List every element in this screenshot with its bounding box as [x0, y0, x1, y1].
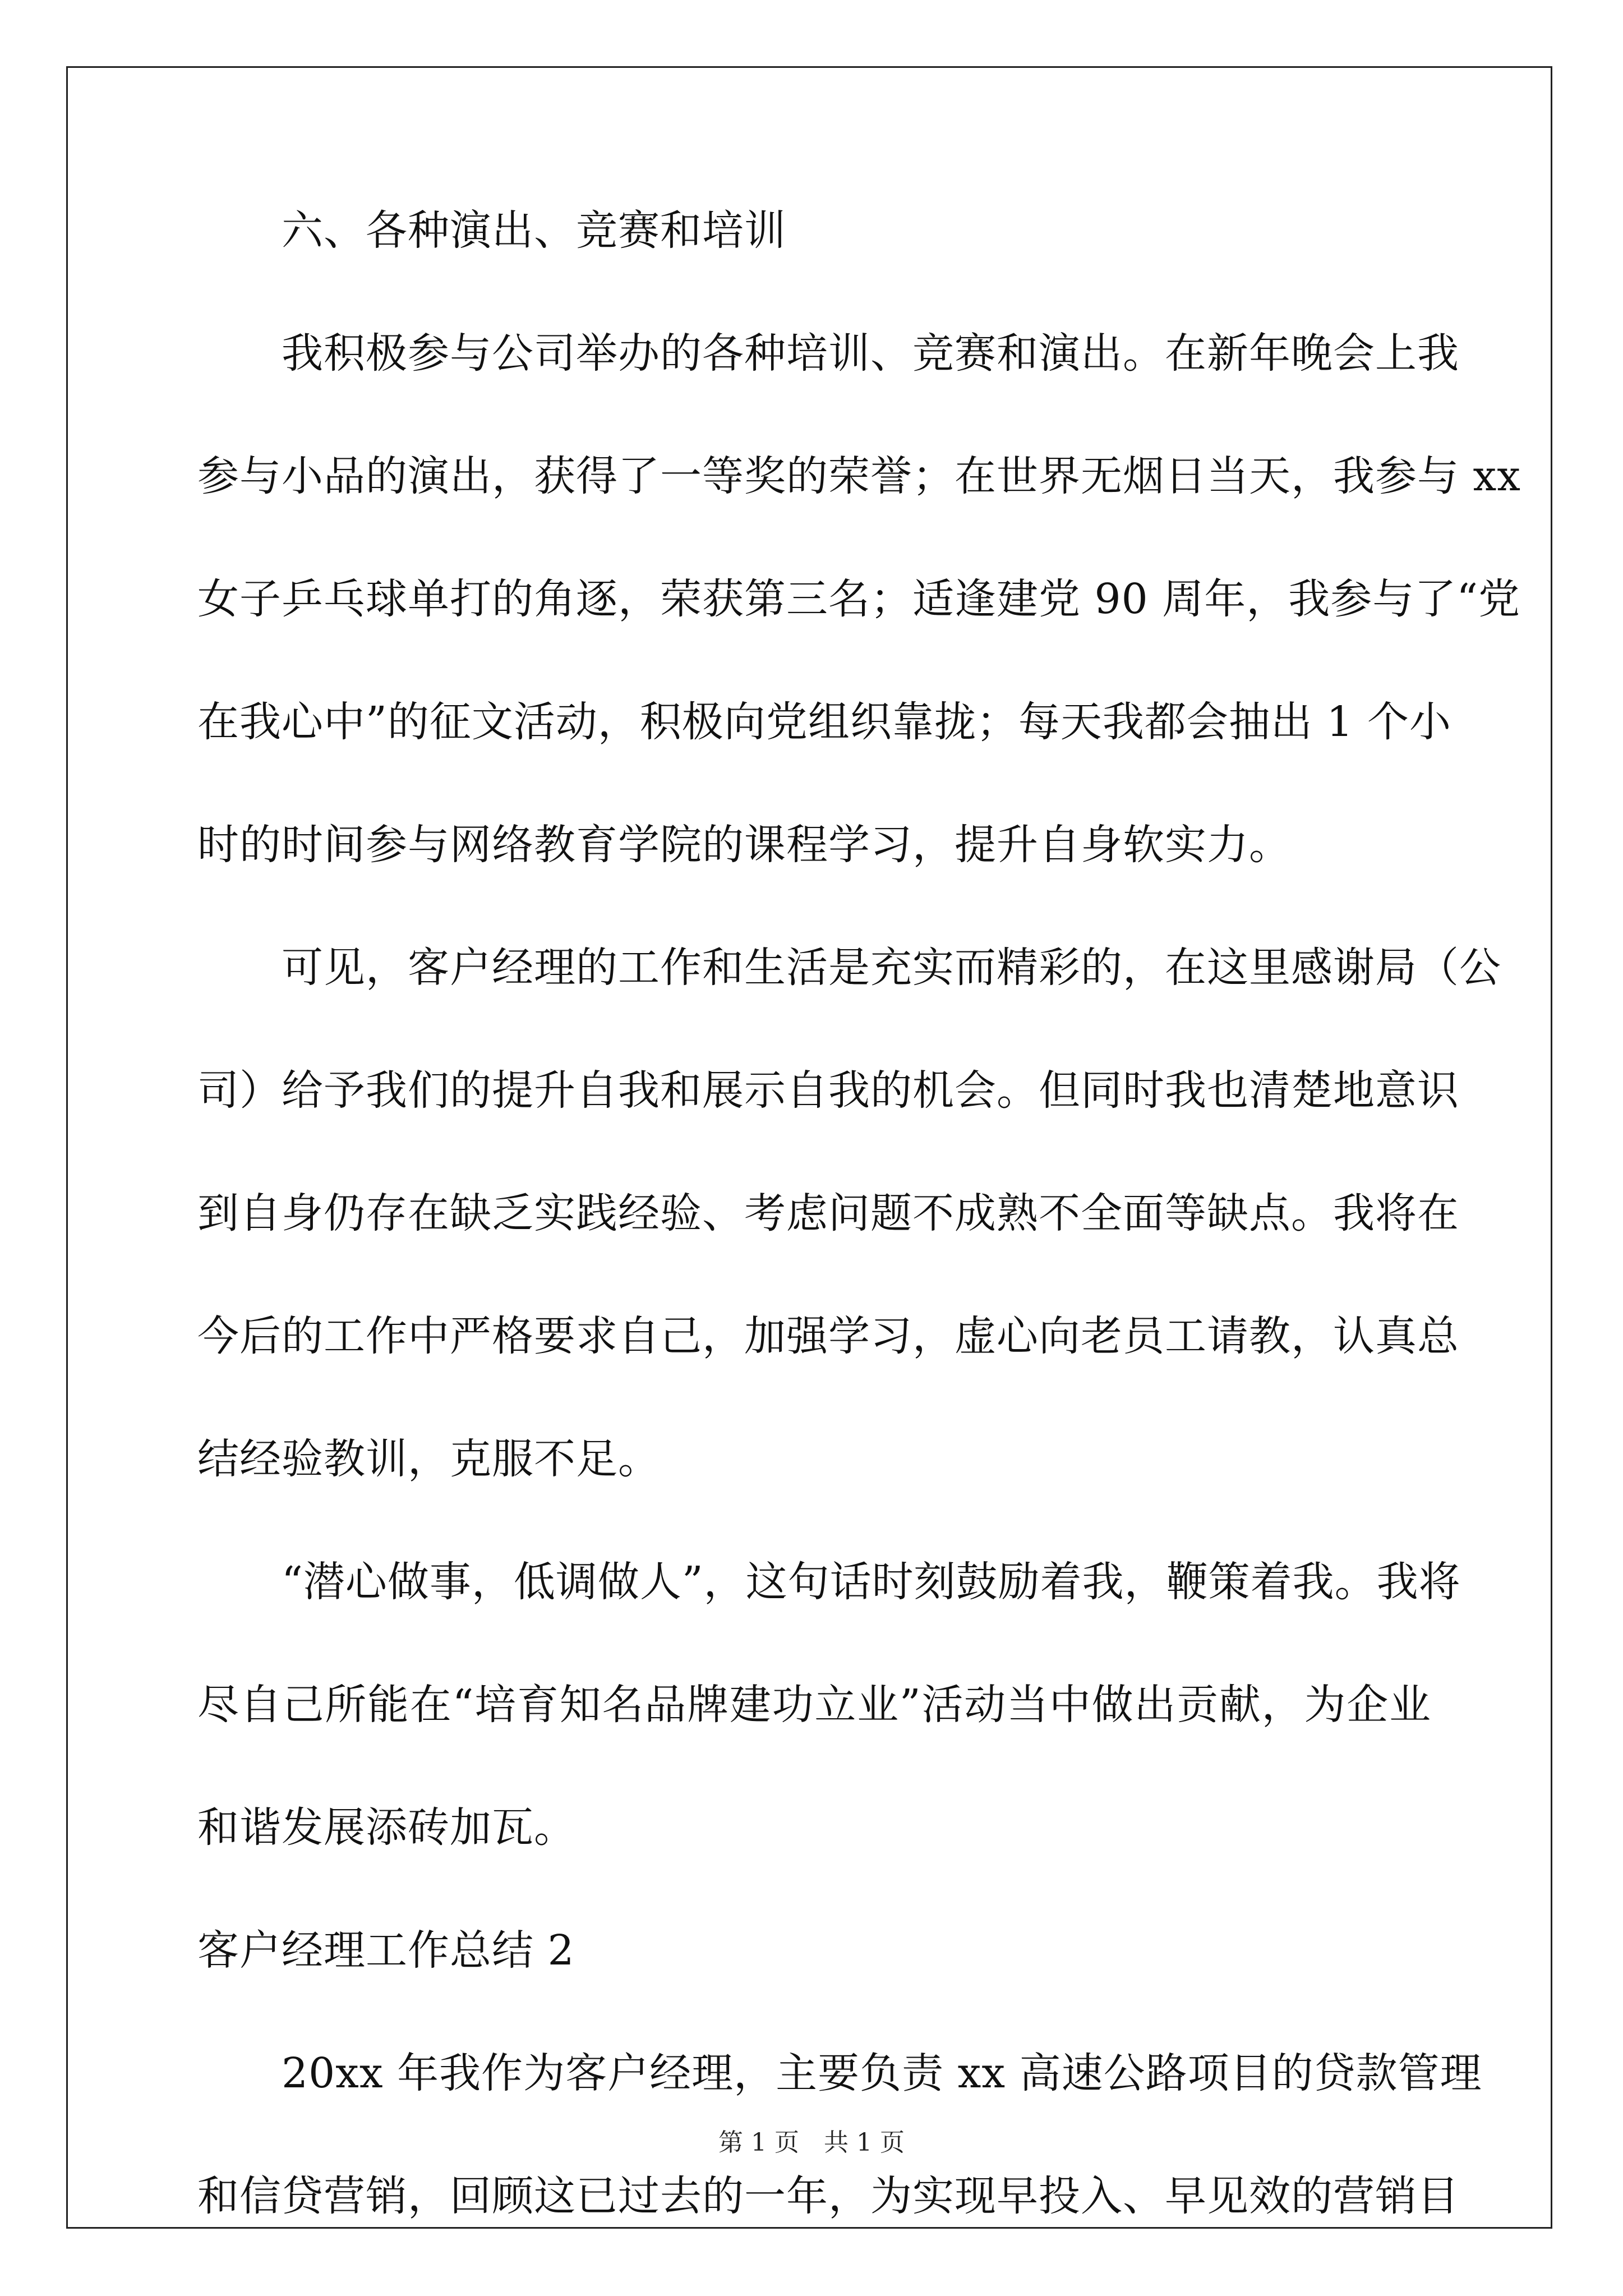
document-title: 客户经理工作总结 2 — [197, 1926, 575, 1975]
paragraph-line: 时的时间参与网络教育学院的课程学习，提升自身软实力。 — [197, 821, 1291, 869]
paragraph-line: 和谐发展添砖加瓦。 — [197, 1803, 576, 1852]
paragraph-line: 可见，客户经理的工作和生活是充实而精彩的，在这里感谢局（公 — [282, 944, 1501, 992]
paragraph-line: 尽自己所能在“培育知名品牌建功立业”活动当中做出贡献，为企业 — [197, 1681, 1431, 1729]
paragraph-line: “潜心做事，低调做人”，这句话时刻鼓励着我，鞭策着我。我将 — [282, 1558, 1461, 1606]
paragraph-line: 我积极参与公司举办的各种培训、竞赛和演出。在新年晚会上我 — [282, 329, 1459, 378]
page-footer — [0, 2126, 1623, 2160]
paragraph-line: 和信贷营销，回顾这已过去的一年，为实现早投入、早见效的营销目 — [197, 2172, 1459, 2220]
paragraph-line: 女子乒乓球单打的角逐，荣获第三名；适逢建党 90 周年，我参与了“党 — [197, 575, 1521, 623]
section-heading: 六、各种演出、竞赛和培训 — [282, 206, 786, 255]
paragraph-line: 司）给予我们的提升自我和展示自我的机会。但同时我也清楚地意识 — [197, 1066, 1459, 1115]
page-border — [66, 66, 1552, 2229]
paragraph-line: 20xx 年我作为客户经理，主要负责 xx 高速公路项目的贷款管理 — [282, 2049, 1482, 2097]
paragraph-line: 结经验教训，克服不足。 — [197, 1435, 660, 1483]
paragraph-line: 在我心中”的征文活动，积极向党组织靠拢；每天我都会抽出 1 个小 — [197, 698, 1451, 746]
paragraph-line: 参与小品的演出，获得了一等奖的荣誉；在世界无烟日当天，我参与 xx — [197, 452, 1521, 500]
paragraph-line: 今后的工作中严格要求自己，加强学习，虚心向老员工请教，认真总 — [197, 1312, 1459, 1360]
page-number: 第 1 页 — [718, 2128, 799, 2157]
page-total: 共 1 页 — [824, 2128, 905, 2157]
paragraph-line: 到自身仍存在缺乏实践经验、考虑问题不成熟不全面等缺点。我将在 — [197, 1189, 1459, 1237]
